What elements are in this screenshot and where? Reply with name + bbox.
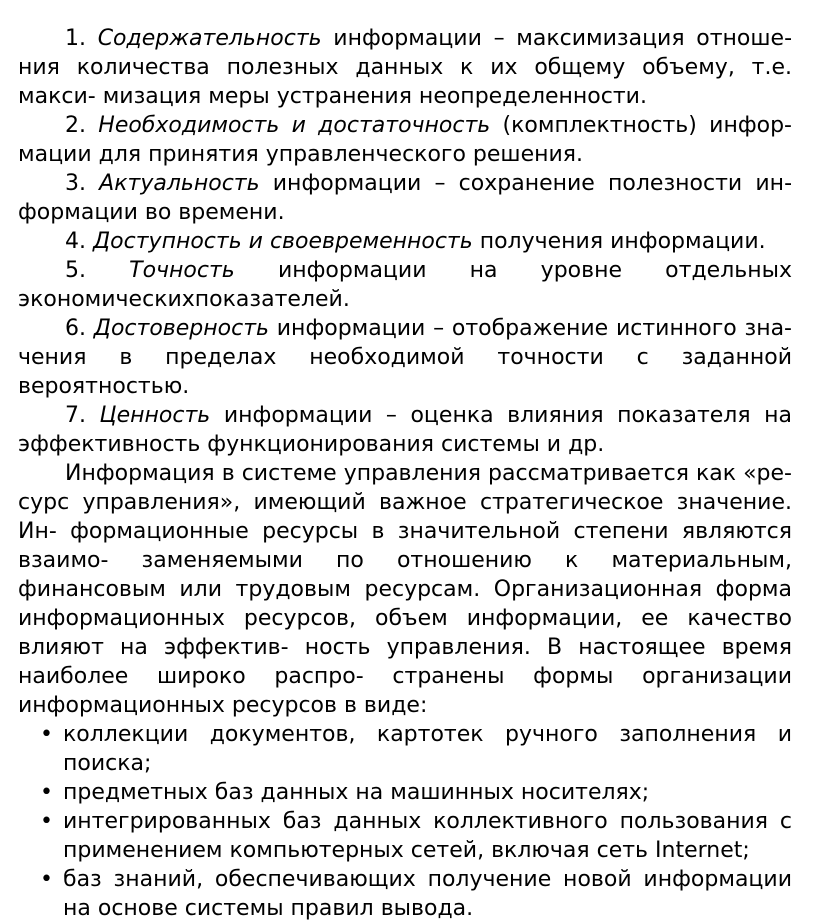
item-number: 6. — [65, 316, 94, 341]
bullet-icon: • — [40, 780, 53, 805]
bullet-item — [18, 720, 792, 778]
item-text: (комплектность) инфор- мации для принятия управленческого решения. — [18, 113, 792, 167]
list-item-7 — [18, 401, 792, 459]
item-term: Доступность и своевременность — [92, 229, 473, 254]
item-text: информации на уровне отдельных экономическихпоказателей. — [18, 258, 792, 312]
bullet-text: коллекции документов, картотек ручного заполнения и поиска; — [63, 722, 792, 776]
list-item-5 — [18, 256, 792, 314]
bullet-icon: • — [40, 722, 53, 747]
item-number: 2. — [65, 113, 99, 138]
item-term: Достоверность — [93, 316, 269, 341]
item-number: 4. — [65, 229, 93, 254]
item-text: получения информации. — [472, 229, 766, 254]
bullet-list — [18, 720, 792, 923]
list-item-3 — [18, 169, 792, 227]
bullet-item — [18, 807, 792, 865]
bullet-item — [18, 778, 792, 807]
item-text: информации – отображение истинного зна-чения в пределах необходимой точности с заданной вероятностью. — [18, 316, 792, 399]
list-item-4 — [18, 227, 792, 256]
item-number: 3. — [65, 171, 100, 196]
list-item-2 — [18, 111, 792, 169]
bullet-text: интегрированных баз данных коллективного пользования с применением компьютерных сетей, включая сеть Internet; — [63, 809, 792, 863]
item-term: Ценность — [99, 403, 211, 428]
item-text: информации – оценка влияния показателя на эффективность функционирования системы и др. — [18, 403, 793, 457]
list-item-6 — [18, 314, 792, 401]
item-number: 7. — [65, 403, 100, 428]
item-term: Точность — [129, 258, 235, 283]
bullet-text: предметных баз данных на машинных носителях; — [63, 780, 650, 805]
item-term: Содержательность — [97, 26, 322, 51]
bullet-icon: • — [40, 867, 53, 892]
item-term: Актуальность — [99, 171, 260, 196]
bullet-text: баз знаний, обеспечивающих получение новой информации на основе системы правил вывода. — [63, 867, 792, 921]
bullet-item — [18, 865, 792, 923]
bullet-icon: • — [40, 809, 53, 834]
item-number: 1. — [65, 26, 98, 51]
item-text: информации – максимизация отноше- ния количества полезных данных к их общему объему, т.е. макси- мизация меры устранения неопределенности. — [18, 26, 793, 109]
item-term: Необходимость и достаточность — [98, 113, 491, 138]
body-paragraph: Информация в системе управления рассматривается как «ре- сурс управления», имеющий важное стратегическое значение. Ин- формационные ресурсы в значительной степени являются взаимо- заменяемыми по отношению к материальным, финансовым или трудовым ресурсам. Организационная форма информационных ресурсов, объем информации, ее качество влияют на эффектив- ность управления. В настоящее время наиболее широко распро- странены формы организации информационных ресурсов в виде: — [18, 461, 792, 718]
item-number: 5. — [65, 258, 130, 283]
item-text: информации – сохранение полезности ин- формации во времени. — [18, 171, 793, 225]
list-item-1 — [18, 24, 792, 111]
